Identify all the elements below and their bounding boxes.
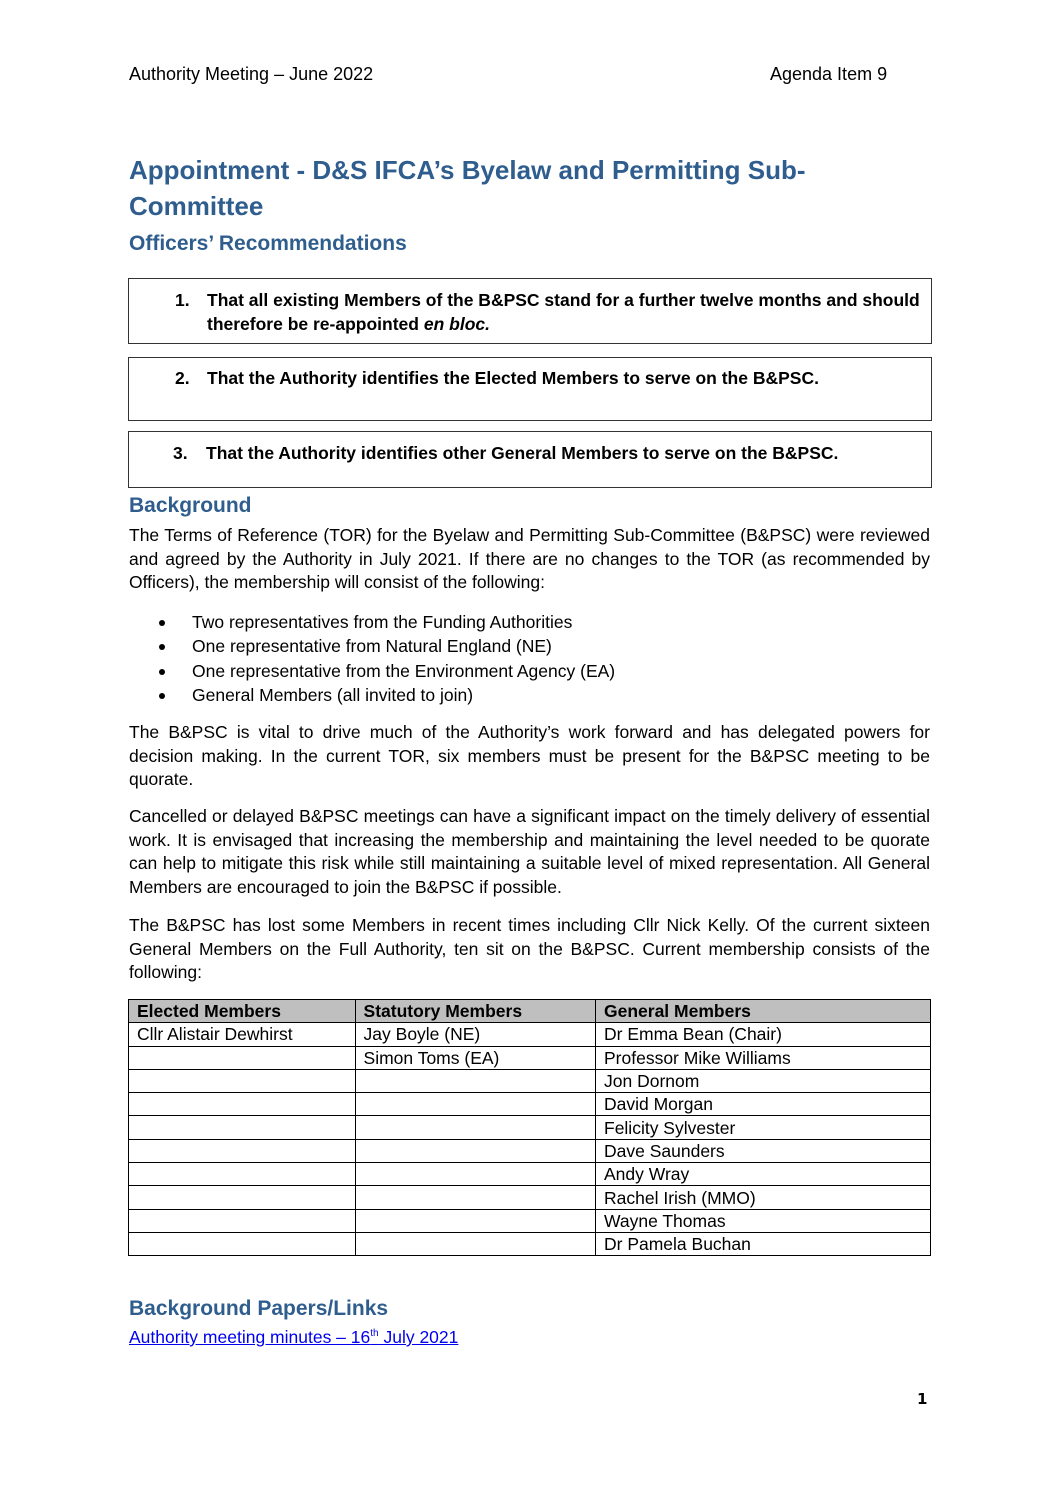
recommendation-number: 2. bbox=[175, 368, 190, 388]
table-cell: Jon Dornom bbox=[596, 1069, 931, 1092]
table-cell bbox=[355, 1163, 595, 1186]
page-number: 1 bbox=[917, 1390, 928, 1408]
bullet-icon bbox=[159, 669, 165, 675]
table-row bbox=[129, 1069, 931, 1092]
table-cell bbox=[355, 1069, 595, 1092]
page-title: Appointment - D&S IFCA’s Byelaw and Permitting Sub-Committee bbox=[129, 155, 806, 221]
table-cell: Wayne Thomas bbox=[596, 1209, 931, 1232]
table-cell: Andy Wray bbox=[596, 1163, 931, 1186]
minutes-link[interactable] bbox=[129, 1327, 458, 1348]
recommendation-text-wrap bbox=[207, 288, 927, 336]
list-item bbox=[129, 659, 930, 683]
list-item bbox=[129, 610, 930, 634]
bullet-icon bbox=[159, 644, 165, 650]
table-cell bbox=[129, 1163, 356, 1186]
link-text: Authority meeting minutes – 16 bbox=[129, 1327, 371, 1347]
bullet-icon bbox=[159, 693, 165, 699]
table-cell: Felicity Sylvester bbox=[596, 1116, 931, 1139]
table-cell bbox=[355, 1093, 595, 1116]
list-item-text: Two representatives from the Funding Authorities bbox=[192, 612, 573, 632]
list-item-text: One representative from the Environment Agency (EA) bbox=[192, 660, 616, 681]
column-header: Elected Members bbox=[129, 1000, 356, 1023]
background-papers-heading: Background Papers/Links bbox=[129, 1297, 389, 1320]
table-cell bbox=[129, 1093, 356, 1116]
recommendation-italic: en bloc. bbox=[423, 314, 490, 334]
list-item bbox=[129, 634, 930, 658]
table-row bbox=[129, 1046, 931, 1069]
table-header-row bbox=[129, 1000, 931, 1023]
header-agenda-item: Agenda Item 9 bbox=[770, 64, 888, 84]
recommendations-heading: Officers’ Recommendations bbox=[129, 232, 407, 255]
link-text-end: July 2021 bbox=[378, 1327, 459, 1347]
list-item bbox=[129, 683, 930, 707]
table-row bbox=[129, 1023, 931, 1046]
header-meeting: Authority Meeting – June 2022 bbox=[129, 64, 374, 84]
table-row bbox=[129, 1093, 931, 1116]
recommendation-text: That the Authority identifies the Elected Members to serve on the B&PSC. bbox=[207, 368, 819, 388]
paragraph-vital: The B&PSC is vital to drive much of the Authority’s work forward and has delegated powers for decision making. In the current TOR, six members must be present for the B&PSC meeting to be quorate. bbox=[129, 722, 930, 789]
table-cell: Rachel Irish (MMO) bbox=[596, 1186, 931, 1209]
membership-table bbox=[128, 999, 931, 1256]
background-intro: The Terms of Reference (TOR) for the Byelaw and Permitting Sub-Committee (B&PSC) were reviewed and agreed by the Authority in July 2021. If there are no changes to the TOR (as recommended by Officers), the membership will consist of the following: bbox=[129, 525, 930, 592]
table-cell bbox=[355, 1139, 595, 1162]
recommendation-text: That the Authority identifies other General Members to serve on the B&PSC. bbox=[206, 443, 839, 463]
table-cell bbox=[129, 1232, 356, 1255]
table-cell bbox=[129, 1116, 356, 1139]
recommendation-text: That all existing Members of the B&PSC stand for a further twelve months and should therefore be re-appointed bbox=[207, 290, 920, 334]
column-header: General Members bbox=[596, 1000, 931, 1023]
list-item-text: One representative from Natural England (NE) bbox=[192, 636, 552, 657]
table-cell bbox=[355, 1232, 595, 1255]
table-cell bbox=[129, 1186, 356, 1209]
table-cell: Cllr Alistair Dewhirst bbox=[129, 1023, 356, 1046]
bullet-icon bbox=[159, 620, 165, 626]
table-row bbox=[129, 1186, 931, 1209]
table-cell bbox=[355, 1116, 595, 1139]
recommendation-number: 3. bbox=[173, 443, 188, 463]
table-cell: David Morgan bbox=[596, 1093, 931, 1116]
column-header: Statutory Members bbox=[355, 1000, 595, 1023]
table-cell bbox=[129, 1046, 356, 1069]
membership-list bbox=[129, 610, 930, 707]
background-heading: Background bbox=[129, 494, 252, 517]
table-row bbox=[129, 1139, 931, 1162]
table-cell bbox=[355, 1186, 595, 1209]
table-cell bbox=[129, 1139, 356, 1162]
table-cell: Dave Saunders bbox=[596, 1139, 931, 1162]
table-cell: Dr Pamela Buchan bbox=[596, 1232, 931, 1255]
link-superscript: th bbox=[370, 1328, 379, 1340]
table-cell: Jay Boyle (NE) bbox=[355, 1023, 595, 1046]
table-row bbox=[129, 1116, 931, 1139]
table-cell: Professor Mike Williams bbox=[596, 1046, 931, 1069]
paragraph-cancelled: Cancelled or delayed B&PSC meetings can have a significant impact on the timely delivery of essential work. It is envisaged that increasing the membership and maintaining the level needed to be quorate can help to mitigate this risk while still maintaining a suitable level of mixed representation. All General Members are encouraged to join the B&PSC if possible. bbox=[129, 806, 930, 897]
table-cell: Dr Emma Bean (Chair) bbox=[596, 1023, 931, 1046]
table-cell bbox=[355, 1209, 595, 1232]
table-cell bbox=[129, 1069, 356, 1092]
paragraph-lost-members: The B&PSC has lost some Members in recent times including Cllr Nick Kelly. Of the current sixteen General Members on the Full Authority, ten sit on the B&PSC. Current membership consists of the following: bbox=[129, 915, 930, 982]
table-row bbox=[129, 1232, 931, 1255]
recommendation-number: 1. bbox=[175, 290, 190, 310]
list-item-text: General Members (all invited to join) bbox=[192, 684, 474, 705]
table-row bbox=[129, 1163, 931, 1186]
table-row bbox=[129, 1209, 931, 1232]
table-cell: Simon Toms (EA) bbox=[355, 1046, 595, 1069]
table-cell bbox=[129, 1209, 356, 1232]
